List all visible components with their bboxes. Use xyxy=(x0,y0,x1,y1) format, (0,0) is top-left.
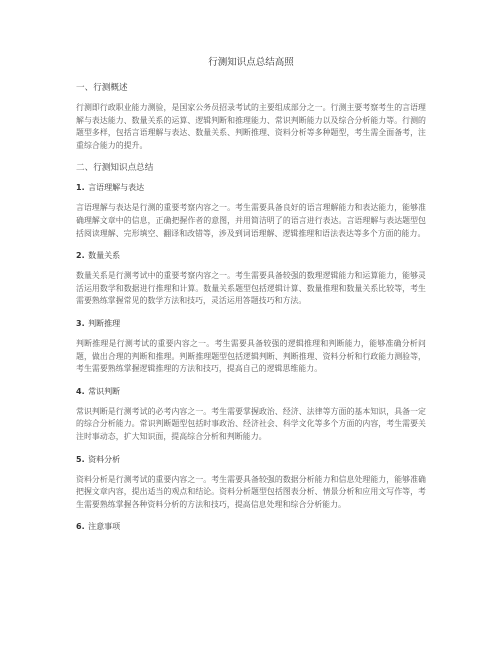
item-heading xyxy=(76,386,426,398)
section-overview xyxy=(76,82,426,152)
section-summary xyxy=(76,162,426,533)
item-quantity xyxy=(76,250,426,308)
item-heading xyxy=(76,454,426,466)
item-title: 注意事项 xyxy=(88,522,121,532)
item-heading xyxy=(76,318,426,330)
overview-paragraph: 行测即行政职业能力测验，是国家公务员招录考试的主要组成部分之一。行测主要考察考生的言语理解与表达能力、数量关系的运算、逻辑判断和推理能力、常识判断能力以及综合分析能力等。行测的题型多样，包括言语理解与表达、数量关系、判断推理、资料分析等多种题型，考生需全面备考，注重综合能力的提升。 xyxy=(76,103,426,150)
item-heading xyxy=(76,182,426,194)
item-number: 2. xyxy=(76,251,85,261)
section-heading-overview: 一、行测概述 xyxy=(76,83,128,93)
item-paragraph: 言语理解与表达是行测的重要考察内容之一。考生需要具备良好的语言理解能力和表达能力，能够准确理解文章中的信息，正确把握作者的意图，并用简洁明了的语言进行表达。言语理解与表达题型包括阅读理解、完形填空、翻译和改错等，涉及到词语理解、逻辑推理和语法表达等多个方面的能力。 xyxy=(76,203,426,238)
item-number: 4. xyxy=(76,386,85,396)
item-heading xyxy=(76,521,426,533)
item-title: 资料分析 xyxy=(88,454,121,464)
item-reasoning xyxy=(76,318,426,376)
item-heading xyxy=(76,250,426,262)
item-number: 3. xyxy=(76,318,85,328)
item-title: 常识判断 xyxy=(88,386,121,396)
document-title: 行测知识点总结高照 xyxy=(208,57,294,68)
item-title: 言语理解与表达 xyxy=(88,183,145,193)
item-paragraph: 常识判断是行测考试的必考内容之一。考生需要掌握政治、经济、法律等方面的基本知识，具备一定的综合分析能力。常识判断题型包括时事政治、经济社会、科学文化等多个方面的内容，考生需要关注时事动态，扩大知识面，提高综合分析和判断能力。 xyxy=(76,406,426,441)
item-number: 1. xyxy=(76,183,85,193)
item-paragraph: 资料分析是行测考试的重要内容之一。考生需要具备较强的数据分析能力和信息处理能力，能够准确把握文章内容，提出适当的观点和结论。资料分析题型包括图表分析、情景分析和应用文写作等，考生需要熟练掌握各种资料分析的方法和技巧，提高信息处理和综合分析能力。 xyxy=(76,474,426,509)
item-notes xyxy=(76,521,426,533)
section-heading-summary: 二、行测知识点总结 xyxy=(76,163,154,174)
item-title: 数量关系 xyxy=(88,251,121,261)
item-data-analysis xyxy=(76,454,426,512)
item-paragraph: 数量关系是行测考试中的重要考察内容之一。考生需要具备较强的数理逻辑能力和运算能力，能够灵活运用数学和数据进行推理和计算。数量关系题型包括逻辑计算、数量推理和数量关系比较等，考生需要熟练掌握常见的数学方法和技巧，灵活运用答题技巧和方法。 xyxy=(76,271,426,306)
item-common-sense xyxy=(76,386,426,444)
item-number: 6. xyxy=(76,522,85,532)
item-verbal xyxy=(76,182,426,240)
item-paragraph: 判断推理是行测考试的重要内容之一。考生需要具备较强的逻辑推理和判断能力，能够准确分析问题，做出合理的判断和推理。判断推理题型包括逻辑判断、判断推理、资料分析和行政能力测验等，考生需要熟练掌握逻辑推理的方法和技巧，提高自己的逻辑思维能力。 xyxy=(76,338,426,374)
item-title: 判断推理 xyxy=(88,318,121,328)
item-number: 5. xyxy=(76,454,85,464)
